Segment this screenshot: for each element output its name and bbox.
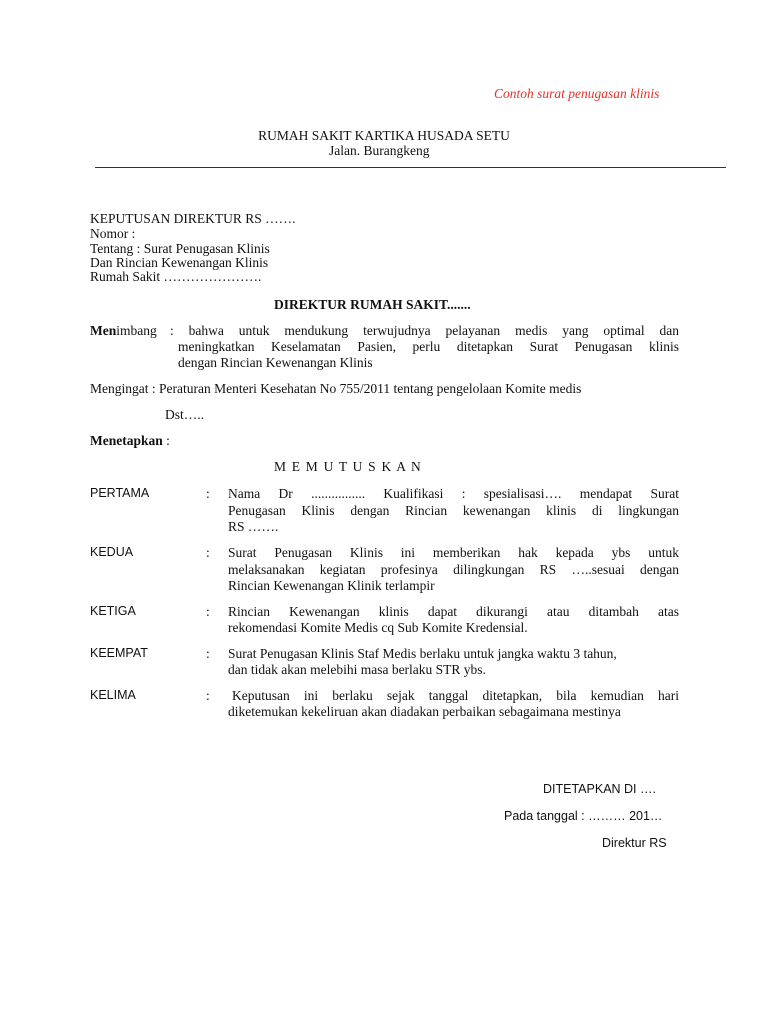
letterhead <box>0 128 768 144</box>
menetapkan-label: Menetapkan <box>90 433 163 448</box>
item-label-kelima: KELIMA <box>90 688 136 702</box>
mengingat: Mengingat : Peraturan Menteri Kesehatan No 755/2011 tentang pengelolaan Komite medis <box>90 381 582 396</box>
menimbang-body <box>178 339 679 356</box>
memutuskan-heading: M E M U T U S K A N <box>274 459 422 474</box>
item-ketiga-line-1: Rincian Kewenangan klinis dapat dikurangi atau ditambah atas <box>228 604 679 619</box>
menimbang-label-bold: Men <box>90 323 117 338</box>
menetapkan-colon: : <box>162 433 170 448</box>
item-text-kelima <box>232 688 679 705</box>
menetapkan <box>90 433 170 449</box>
item-pertama-line-3: RS ……. <box>228 519 279 534</box>
menimbang-label-rest: imbang <box>116 323 157 338</box>
item-kedua-line-2: melaksanakan kegiatan profesinya dilingkungan RS …..sesuai dengan <box>228 561 679 577</box>
decree-subject-2: Dan Rincian Kewenangan Klinis <box>90 255 269 270</box>
item-label-ketiga: KETIGA <box>90 604 136 618</box>
item-kelima-line-2: diketemukan kekeliruan akan diadakan perbaikan sebagaimana mestinya <box>228 704 621 719</box>
direktur-signature: Direktur RS <box>602 836 667 850</box>
decree-title: KEPUTUSAN DIREKTUR RS ……. <box>90 211 296 226</box>
item-ketiga-line-2: rekomendasi Komite Medis cq Sub Komite Kredensial. <box>228 620 528 635</box>
dst: Dst….. <box>165 407 205 422</box>
item-text-kedua <box>228 545 679 578</box>
decree-subject: Tentang : Surat Penugasan Klinis <box>90 241 270 256</box>
item-keempat-line-2: dan tidak akan melebihi masa berlaku STR ybs. <box>228 662 486 677</box>
item-colon-keempat: : <box>206 646 210 661</box>
item-keempat-line-1: Surat Penugasan Klinis Staf Medis berlaku untuk jangka waktu 3 tahun, <box>228 646 617 661</box>
menimbang-text-2: meningkatkan Keselamatan Pasien, perlu ditetapkan Surat Penugasan klinis <box>178 339 679 354</box>
item-pertama-line-2: Penugasan Klinis dengan Rincian kewenangan klinis di lingkungan <box>228 502 679 518</box>
item-label-kedua: KEDUA <box>90 545 134 559</box>
item-text-pertama <box>228 486 679 519</box>
item-colon-pertama: : <box>206 486 210 501</box>
menimbang-text-1: : bahwa untuk mendukung terwujudnya pelayanan medis yang optimal dan <box>170 323 679 338</box>
item-label-keempat: KEEMPAT <box>90 646 148 660</box>
menimbang-text-3: dengan Rincian Kewenangan Klinis <box>178 355 373 370</box>
hospital-address: Jalan. Burangkeng <box>329 143 430 158</box>
item-text-ketiga <box>228 604 679 621</box>
pada-tanggal: Pada tanggal : ……… 201… <box>504 809 663 823</box>
item-kedua-line-1: Surat Penugasan Klinis ini memberikan hak kepada ybs untuk <box>228 545 679 560</box>
item-colon-kedua: : <box>206 545 210 560</box>
director-heading: DIREKTUR RUMAH SAKIT....... <box>274 297 471 312</box>
item-kedua-line-3: Rincian Kewenangan Klinik terlampir <box>228 578 435 593</box>
item-colon-kelima: : <box>206 688 210 703</box>
hospital-name: RUMAH SAKIT KARTIKA HUSADA SETU <box>258 128 510 143</box>
header-divider <box>95 167 726 168</box>
decree-number: Nomor : <box>90 226 136 241</box>
template-note: Contoh surat penugasan klinis <box>494 86 660 101</box>
menimbang-line-1 <box>170 323 679 340</box>
item-label-pertama: PERTAMA <box>90 486 150 500</box>
decree-hospital: Rumah Sakit …………………. <box>90 269 262 284</box>
menimbang-label <box>90 323 157 339</box>
item-colon-ketiga: : <box>206 604 210 619</box>
ditetapkan-di: DITETAPKAN DI …. <box>543 782 656 796</box>
item-pertama-line-1: Nama Dr ................ Kualifikasi : spesialisasi…. mendapat Surat <box>228 486 679 501</box>
item-kelima-line-1: Keputusan ini berlaku sejak tanggal ditetapkan, bila kemudian hari <box>232 688 679 703</box>
